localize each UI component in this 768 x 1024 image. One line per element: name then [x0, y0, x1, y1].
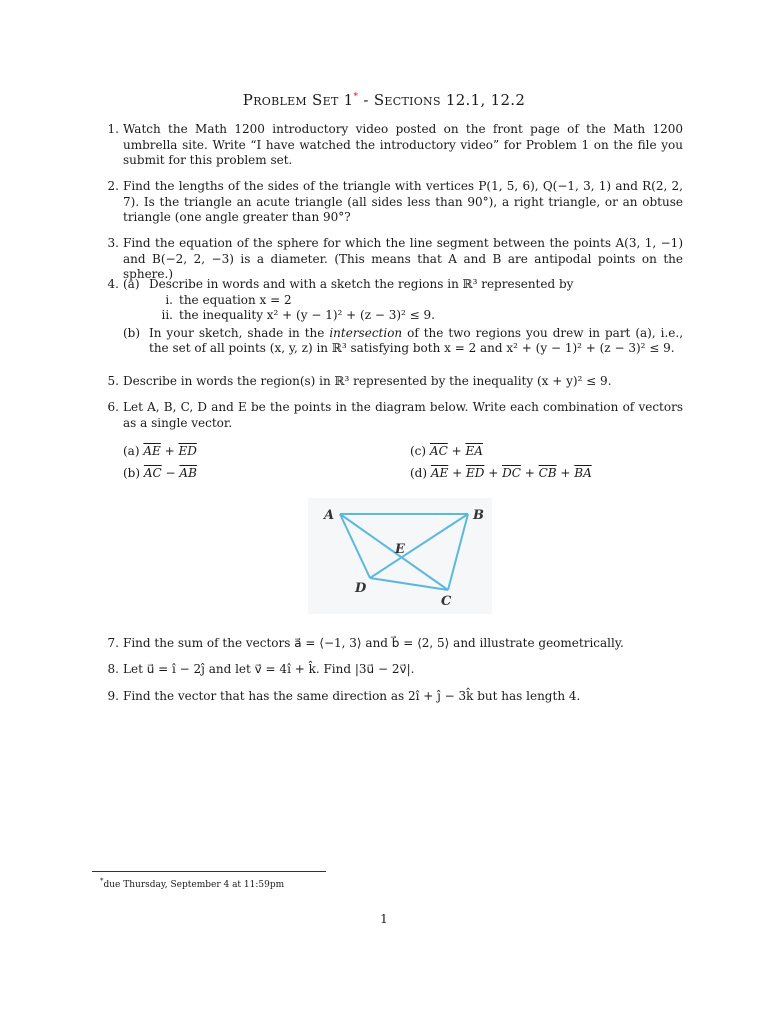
subpart-i: i. the equation x = 2 [165, 292, 292, 307]
page-title: Problem Set 1* - Sections 12.1, 12.2 [242, 91, 526, 109]
part-text: In your sketch, shade in the intersection of the two regions you drew in part (a), i.e., the set of all points (x, y, z) in ℝ³ satisfying both x = 2 and x² + (y − 1)² + (z − 3)² ≤ 9. [149, 325, 684, 355]
problem-1 [103, 122, 683, 169]
problem-text: Describe in words the region(s) in ℝ³ represented by the inequality (x + y)² ≤ 9. [123, 374, 612, 388]
emphasis-text: intersection [329, 325, 403, 340]
page-number: 1 [380, 912, 388, 926]
problem-9 [103, 689, 683, 705]
footnote-rule [92, 871, 326, 872]
problem-2 [103, 179, 683, 226]
problem-number: 9. [107, 689, 119, 703]
combination-b: (b) $\overline{AC} - \overline{AB}$ [123, 466, 197, 480]
label-b: B [473, 508, 484, 523]
part-label: (b) [123, 325, 141, 340]
problem-6 [103, 400, 683, 431]
part-b [123, 326, 683, 357]
segment-dc [370, 578, 448, 590]
problem-8 [103, 662, 683, 678]
problem-number: 4. [107, 277, 119, 291]
part-text: Describe in words and with a sketch the regions in ℝ³ represented by [149, 277, 574, 291]
problem-number: 3. [107, 236, 119, 250]
problem-text: Let u⃗ = î − 2ĵ and let v⃗ = 4î + k̂. Find |3u⃗ − 2v⃗|. [123, 662, 415, 676]
combination-a: (a) $\overline{AE} + \overline{ED}$ [123, 444, 197, 458]
part-label: (a) [123, 277, 140, 291]
problem-number: 8. [107, 662, 119, 676]
problem-number: 6. [107, 400, 119, 414]
problem-number: 5. [107, 374, 119, 388]
problem-number: 1. [107, 122, 119, 136]
combination-d: (d) $\overline{AE} + \overline{ED} + \overline{DC} + \overline{CB} + \overline{BA}$ [410, 466, 592, 480]
segment-ac [340, 514, 448, 590]
problem-text: Find the vector that has the same direction as 2î + ĵ − 3k̂ but has length 4. [123, 689, 581, 703]
problem-number: 2. [107, 179, 119, 193]
footnote-marker[interactable]: * [353, 92, 359, 102]
vector-combinations [123, 444, 683, 484]
subpart-ii: ii. the inequality x² + (y − 1)² + (z − 3)² ≤ 9. [161, 308, 435, 322]
problem-3 [103, 236, 683, 283]
label-d: D [355, 581, 367, 596]
points-diagram [308, 498, 492, 614]
problem-number: 7. [107, 636, 119, 650]
problem-text: Let A, B, C, D and E be the points in the diagram below. Write each combination of vectors as a single vector. [123, 400, 683, 430]
label-a: A [324, 508, 335, 523]
problem-7 [103, 636, 683, 652]
points-diagram-svg [308, 498, 492, 614]
label-c: C [441, 594, 452, 609]
problem-text: Find the sum of the vectors a⃗ = ⟨−1, 3⟩ and b⃗ = ⟨2, 5⟩ and illustrate geometrically. [123, 636, 624, 650]
footnote: *due Thursday, September 4 at 11:59pm [100, 877, 285, 890]
problem-text: Find the equation of the sphere for which the line segment between the points A(3, 1, −1) and B(−2, 2, −3) is a diameter. (This means that A and B are antipodal points on the sphere.) [123, 236, 683, 281]
part-a [123, 277, 683, 293]
problem-text: Find the lengths of the sides of the triangle with vertices P(1, 5, 6), Q(−1, 3, 1) and R(2, 2, 7). Is the triangle an acute triangle (all sides less than 90°), a right triangle, or an obtuse triangle (one angle greater than 90°? [123, 179, 683, 224]
problem-5 [103, 374, 683, 390]
problem-text: Watch the Math 1200 introductory video posted on the front page of the Math 1200 umbrella site. Write “I have watched the introductory video” for Problem 1 on the file you submit for this problem set. [123, 122, 683, 167]
combination-c: (c) $\overline{AC} + \overline{EA}$ [410, 444, 483, 458]
problem-4 [103, 277, 683, 357]
label-e: E [395, 542, 405, 557]
